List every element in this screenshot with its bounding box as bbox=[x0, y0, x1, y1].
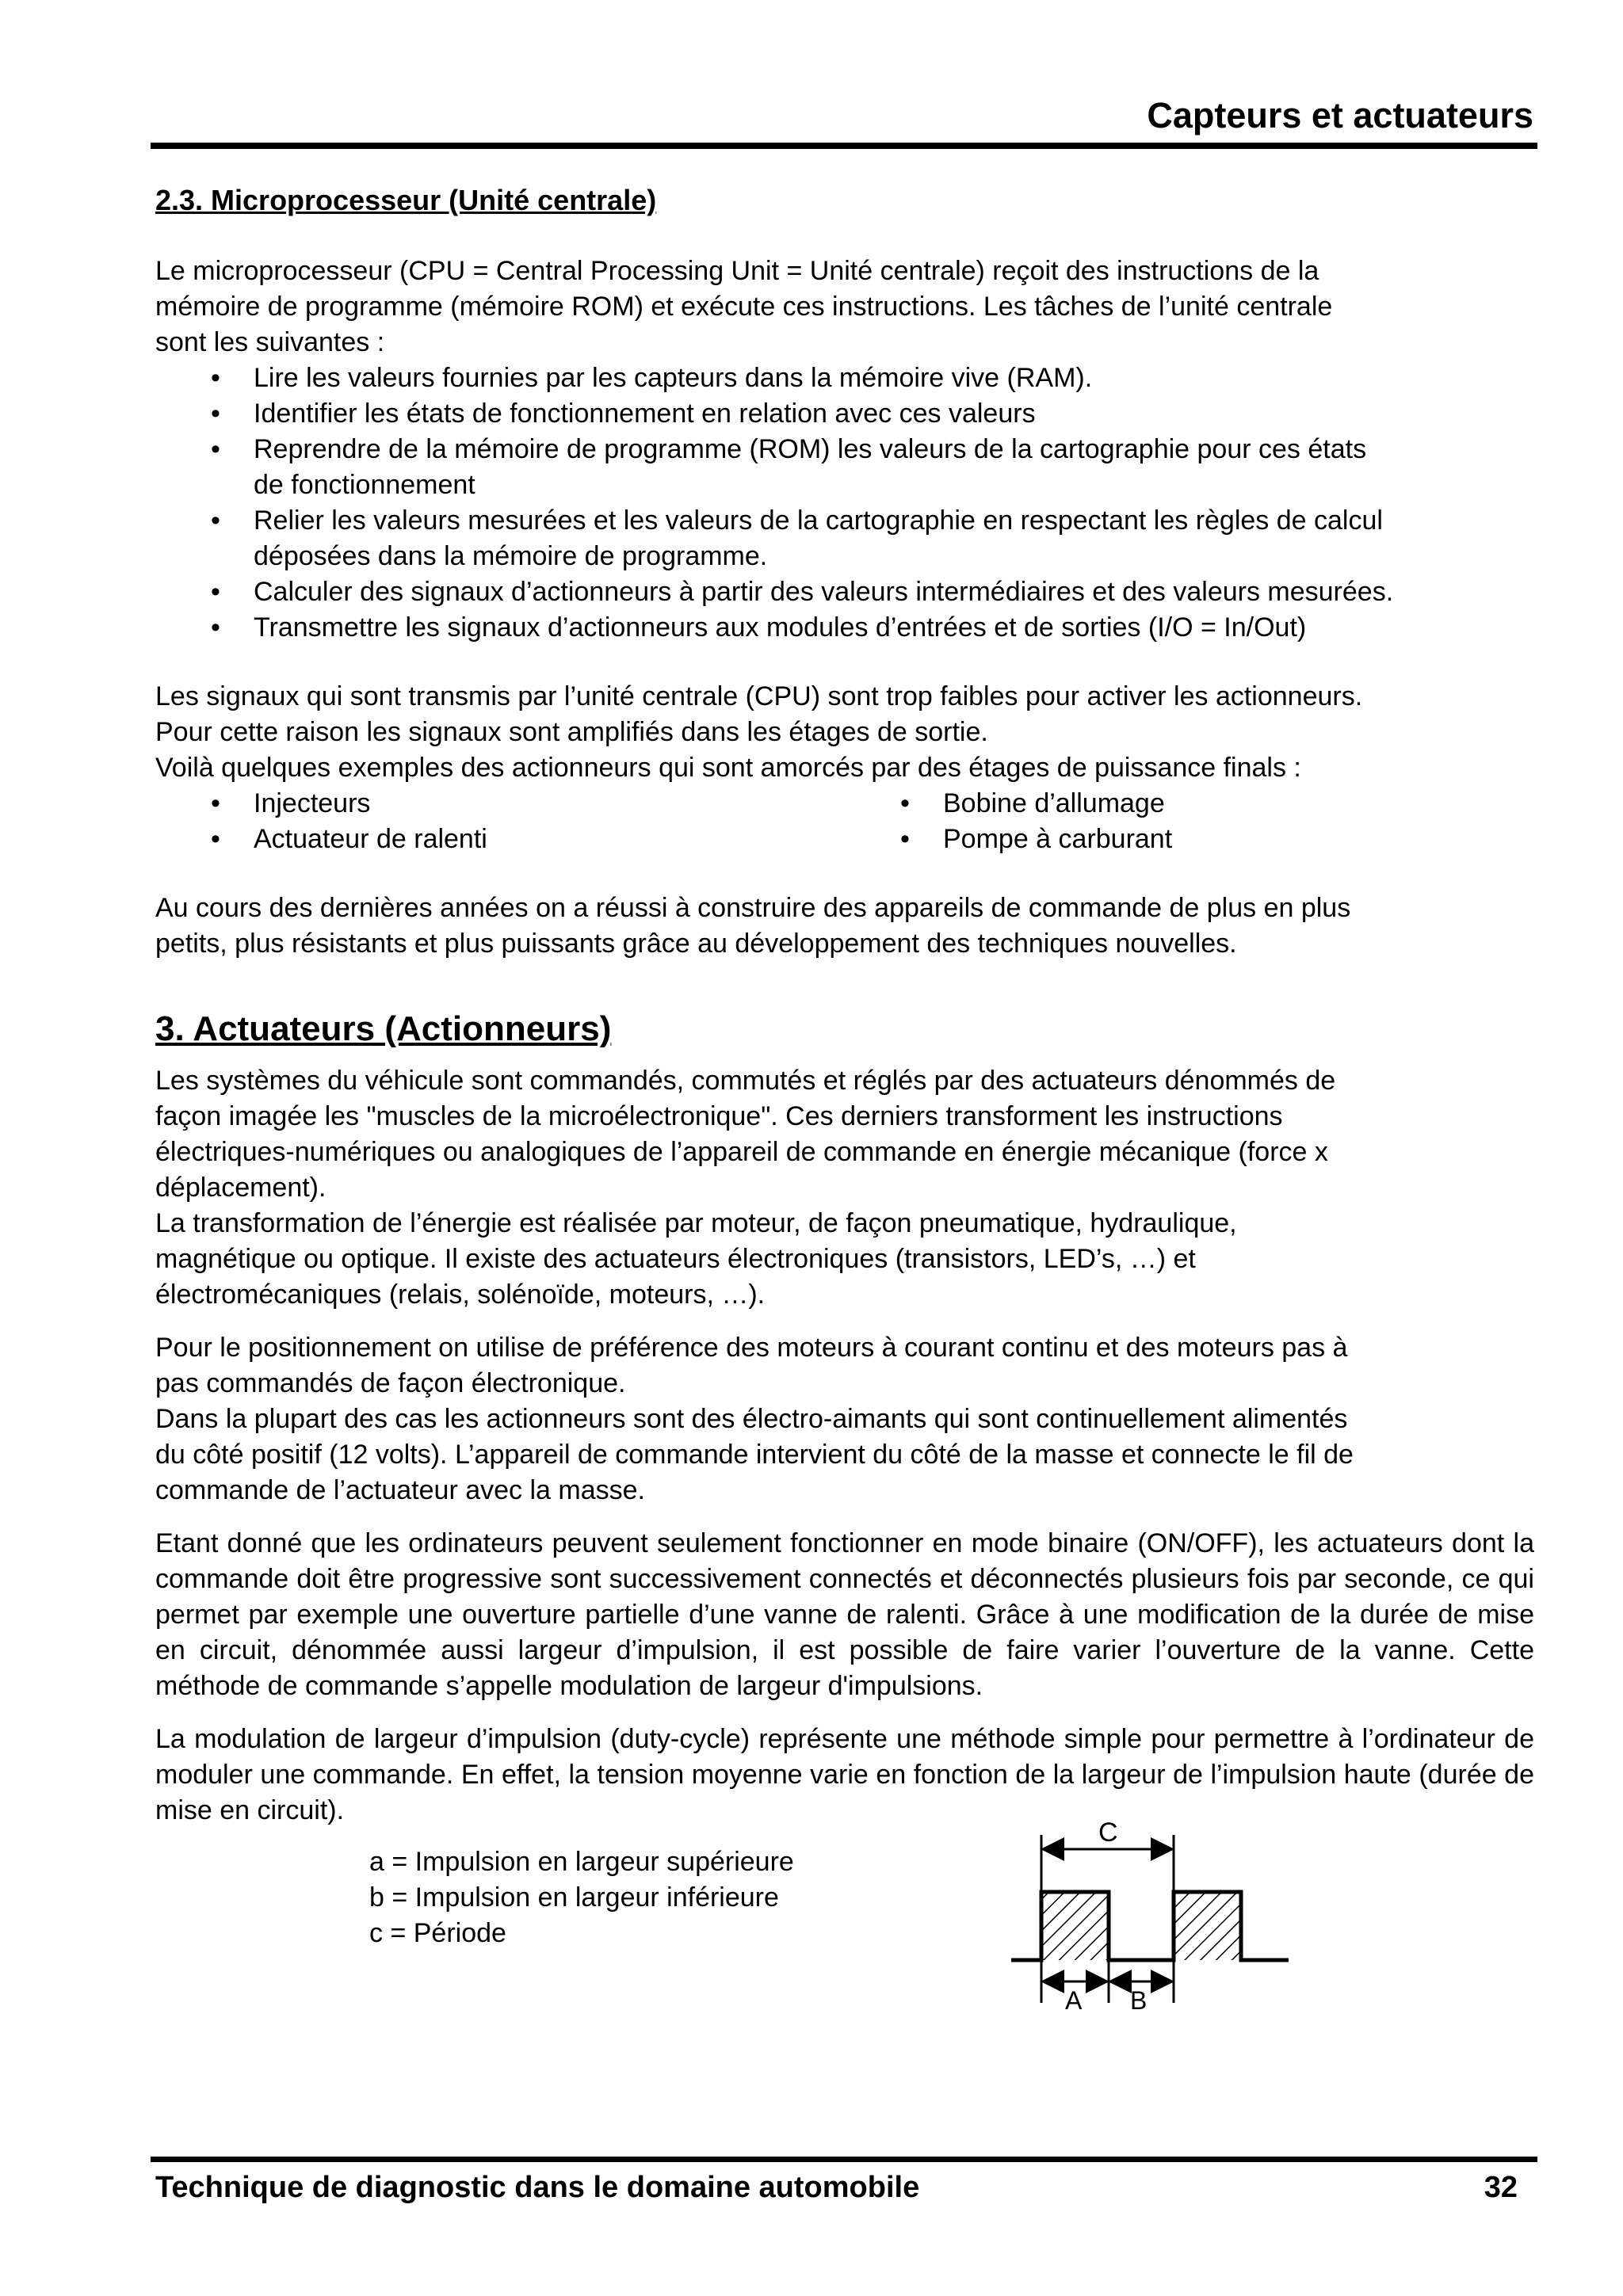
section-2-3-title: 2.3. Microprocesseur (Unité centrale) bbox=[155, 184, 657, 216]
list-item bbox=[155, 822, 845, 857]
section-3-paragraph-1 bbox=[155, 1063, 1534, 1313]
paragraph-line: Les systèmes du véhicule sont commandés, commutés et réglés par des actuateurs dénommés de bbox=[155, 1066, 1336, 1096]
label-c: C bbox=[1098, 1819, 1118, 1848]
section-2-3-intro bbox=[155, 254, 1534, 360]
paragraph-line: façon imagée les "muscles de la microélectronique". Ces derniers transforment les instructions bbox=[155, 1101, 1283, 1131]
pwm-figure bbox=[155, 1819, 1534, 2019]
footer-rule bbox=[151, 2157, 1537, 2162]
bullet-icon: • bbox=[211, 505, 220, 536]
list-item-text: de fonctionnement bbox=[254, 470, 475, 500]
cpu-task-list bbox=[155, 360, 1534, 646]
signals-line: Pour cette raison les signaux sont amplifiés dans les étages de sortie. bbox=[155, 717, 988, 747]
paragraph-line: du côté positif (12 volts). L’appareil de commande intervient du côté de la masse et connecte le fil de bbox=[155, 1440, 1354, 1470]
closing-paragraph bbox=[155, 891, 1534, 962]
examples-left-list bbox=[155, 786, 845, 857]
list-item bbox=[155, 574, 1534, 610]
list-item-text: Calculer des signaux d’actionneurs à partir des valeurs intermédiaires et des valeurs mesurées. bbox=[254, 577, 1394, 607]
paragraph-line: La transformation de l’énergie est réalisée par moteur, de façon pneumatique, hydraulique, bbox=[155, 1208, 1237, 1238]
paragraph-line: électriques-numériques ou analogiques de l’appareil de commande en énergie mécanique (force x bbox=[155, 1137, 1328, 1167]
paragraph-line: électromécaniques (relais, solénoïde, moteurs, …). bbox=[155, 1280, 766, 1310]
list-item bbox=[845, 822, 1534, 857]
list-item-text: Transmettre les signaux d’actionneurs aux modules d’entrées et de sorties (I/O = In/Out) bbox=[254, 612, 1307, 643]
bullet-icon: • bbox=[211, 577, 220, 607]
examples-right-list bbox=[845, 786, 1534, 857]
intro-line: sont les suivantes : bbox=[155, 327, 385, 357]
section-3-paragraph-4: La modulation de largeur d’impulsion (duty-cycle) représente une méthode simple pour permettre à l’ordinateur de moduler une commande. En effet, la tension moyenne varie en fonction de la largeur de l’impulsion haute (durée de mise en circuit). bbox=[155, 1724, 1534, 1825]
list-item-text: Lire les valeurs fournies par les capteurs dans la mémoire vive (RAM). bbox=[254, 363, 1093, 393]
list-item bbox=[155, 432, 1534, 503]
signals-line: Les signaux qui sont transmis par l’unité centrale (CPU) sont trop faibles pour activer les actionneurs. bbox=[155, 681, 1363, 711]
bullet-icon: • bbox=[900, 824, 910, 854]
definition-c: c = Période bbox=[369, 1918, 506, 1948]
paragraph-line: pas commandés de façon électronique. bbox=[155, 1368, 626, 1398]
closing-line: petits, plus résistants et plus puissants grâce au développement des techniques nouvelles. bbox=[155, 929, 1237, 959]
list-item bbox=[845, 786, 1534, 822]
bullet-icon: • bbox=[211, 399, 220, 429]
paragraph-line: commande de l’actuateur avec la masse. bbox=[155, 1475, 645, 1505]
bullet-icon: • bbox=[211, 434, 220, 464]
bullet-icon: • bbox=[211, 363, 220, 393]
list-item-text: Injecteurs bbox=[254, 788, 371, 818]
list-item bbox=[155, 360, 1534, 396]
intro-line: mémoire de programme (mémoire ROM) et exécute ces instructions. Les tâches de l’unité centrale bbox=[155, 292, 1333, 322]
bullet-icon: • bbox=[211, 788, 220, 818]
list-item-text: Relier les valeurs mesurées et les valeurs de la cartographie en respectant les règles de calcul bbox=[254, 505, 1383, 536]
section-3-title: 3. Actuateurs (Actionneurs) bbox=[155, 1009, 612, 1048]
pulse-high-2 bbox=[1174, 1892, 1241, 1960]
list-item-text: Identifier les états de fonctionnement en relation avec ces valeurs bbox=[254, 399, 1036, 429]
paragraph-line: Dans la plupart des cas les actionneurs sont des électro-aimants qui sont continuellement alimentés bbox=[155, 1404, 1348, 1434]
list-item-text: Pompe à carburant bbox=[943, 824, 1173, 854]
pwm-waveform-diagram bbox=[1011, 1819, 1312, 2017]
bullet-icon: • bbox=[211, 612, 220, 643]
section-3-paragraph-3: Etant donné que les ordinateurs peuvent seulement fonctionner en mode binaire (ON/OFF), les actuateurs dont la commande doit être progressive sont successivement connectés et déconnectés plusieurs fois par seconde, ce qui permet par exemple une ouverture partielle d’une vanne de ralenti. Grâce à une modification de la durée de mise en circuit, dénommée aussi largeur d’impulsion, il est possible de faire varier l’ouverture de la vanne. Cette méthode de commande s’appelle modulation de largeur d'impulsions. bbox=[155, 1528, 1534, 1701]
label-a: A bbox=[1065, 1986, 1083, 2015]
list-item-text: Actuateur de ralenti bbox=[254, 824, 487, 854]
pulse-high-1 bbox=[1041, 1892, 1109, 1960]
page-number: 32 bbox=[1484, 2171, 1518, 2204]
label-b: B bbox=[1130, 1986, 1148, 2015]
actuator-examples bbox=[155, 786, 1534, 857]
list-item bbox=[155, 786, 845, 822]
pwm-definitions bbox=[369, 1844, 794, 1951]
header-rule bbox=[151, 143, 1537, 149]
definition-b: b = Impulsion en largeur inférieure bbox=[369, 1882, 779, 1913]
list-item-text: Bobine d’allumage bbox=[943, 788, 1165, 818]
paragraph-line: déplacement). bbox=[155, 1173, 327, 1203]
paragraph-line: Pour le positionnement on utilise de préférence des moteurs à courant continu et des moteurs pas à bbox=[155, 1333, 1348, 1363]
list-item bbox=[155, 503, 1534, 574]
paragraph-line: magnétique ou optique. Il existe des actuateurs électroniques (transistors, LED’s, …) et bbox=[155, 1244, 1196, 1274]
definition-a: a = Impulsion en largeur supérieure bbox=[369, 1847, 794, 1877]
bullet-icon: • bbox=[211, 824, 220, 854]
section-3-paragraph-2 bbox=[155, 1330, 1534, 1508]
list-item-text: déposées dans la mémoire de programme. bbox=[254, 541, 768, 571]
closing-line: Au cours des dernières années on a réussi à construire des appareils de commande de plus en plus bbox=[155, 893, 1351, 923]
list-item bbox=[155, 610, 1534, 646]
intro-line: Le microprocesseur (CPU = Central Processing Unit = Unité centrale) reçoit des instructions de la bbox=[155, 256, 1319, 286]
signals-line: Voilà quelques exemples des actionneurs qui sont amorcés par des étages de puissance finals : bbox=[155, 753, 1301, 783]
page-content bbox=[155, 182, 1534, 2019]
signals-paragraph bbox=[155, 679, 1534, 786]
list-item bbox=[155, 396, 1534, 432]
list-item-text: Reprendre de la mémoire de programme (ROM) les valeurs de la cartographie pour ces états bbox=[254, 434, 1367, 464]
header-title: Capteurs et actuateurs bbox=[1147, 95, 1533, 135]
footer-title: Technique de diagnostic dans le domaine automobile bbox=[155, 2171, 920, 2204]
bullet-icon: • bbox=[900, 788, 910, 818]
